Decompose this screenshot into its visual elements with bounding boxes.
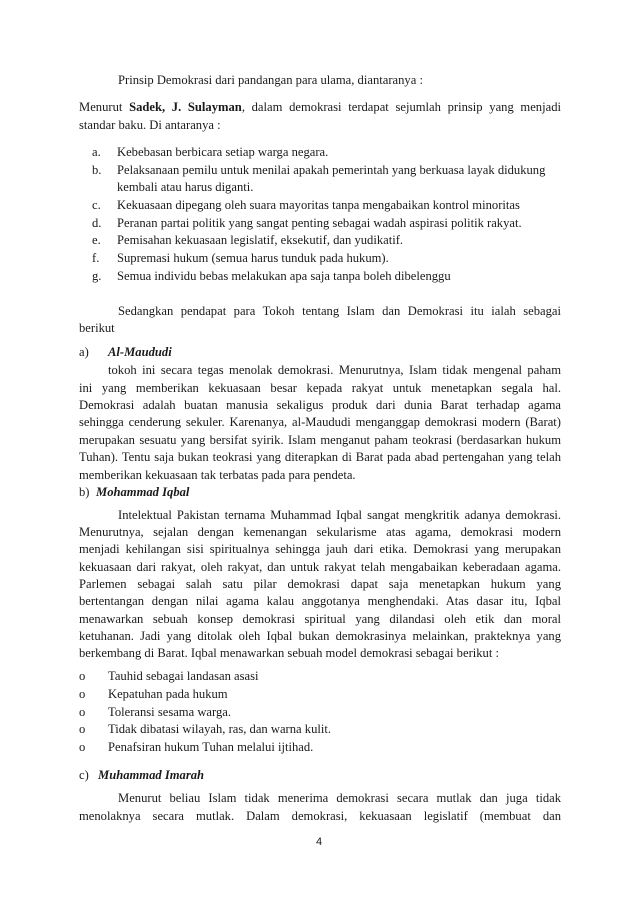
paragraph-line: menawarkan sebuah konsep demokrasi spiritual yang dilandasi oleh etik dan moral bbox=[79, 612, 561, 626]
paragraph-line: sehingga cenderung sekuler. Karenanya, al-Maududi menganggap demokrasi modern (Barat) bbox=[79, 415, 561, 429]
paragraph-line: Parlemen sebagai salah satu pilar demokrasi dapat saja menetapkan hukum yang bbox=[79, 577, 561, 591]
list-item: Tauhid sebagai landasan asasi bbox=[108, 669, 259, 683]
sadek-name: Sadek, J. Sulayman bbox=[129, 100, 242, 114]
list-marker: f. bbox=[92, 251, 100, 265]
list-item: Pemisahan kekuasaan legislatif, eksekutif, dan yudikatif. bbox=[117, 233, 404, 247]
bullet-glyph: o bbox=[79, 705, 86, 719]
sadek-paragraph-line-2: standar baku. Di antaranya : bbox=[79, 118, 221, 132]
intro-line: Prinsip Demokrasi dari pandangan para ulama, diantaranya : bbox=[118, 73, 423, 87]
list-item: Toleransi sesama warga. bbox=[108, 705, 232, 719]
list-item: Supremasi hukum (semua harus tunduk pada hukum). bbox=[117, 251, 389, 265]
section-marker: b) bbox=[79, 485, 90, 499]
paragraph-line: Intelektual Pakistan ternama Muhammad Iqbal sangat mengkritik adanya demokrasi. bbox=[118, 508, 561, 522]
paragraph-line: menolaknya secara mutlak. Dalam demokrasi, kekuasaan legislatif (membuat dan bbox=[79, 809, 561, 823]
list-item: Tidak dibatasi wilayah, ras, dan warna kulit. bbox=[108, 722, 332, 736]
list-item-continuation: kembali atau harus diganti. bbox=[117, 180, 254, 194]
section-heading-iqbal: Mohammad Iqbal bbox=[96, 485, 190, 499]
sadek-pre: Menurut bbox=[79, 100, 130, 114]
paragraph-line: merupakan sesuatu yang bersifat syirik. Islam menganut paham teokrasi (berdasarkan hukum bbox=[79, 433, 561, 447]
list-marker: c. bbox=[92, 198, 101, 212]
section-marker: a) bbox=[79, 345, 89, 359]
paragraph-line: Tuhan). Tentu saja bukan teokrasi yang diterapkan di Barat pada abad pertengahan yang telah bbox=[79, 450, 561, 464]
paragraph-line: bertentangan dengan nilai agama kalau anggotanya menghendaki. Atas dasar itu, Iqbal bbox=[79, 594, 561, 608]
section-heading-imarah: Muhammad Imarah bbox=[98, 768, 205, 782]
list-item: Kepatuhan pada hukum bbox=[108, 687, 228, 701]
paragraph-line: ketuhanan. Jadi yang ditolak oleh Iqbal bukan demokrasinya melainkan, prakteknya yang bbox=[79, 629, 561, 643]
bullet-glyph: o bbox=[79, 687, 86, 701]
section-marker: c) bbox=[79, 768, 89, 782]
paragraph-line: Menurutnya, sejalan dengan kemenangan sekularisme atas agama, demokrasi modern bbox=[79, 525, 561, 539]
paragraph-line: tokoh ini secara tegas menolak demokrasi. Menurutnya, Islam tidak mengenal paham bbox=[108, 363, 561, 377]
list-item: Semua individu bebas melakukan apa saja tanpa boleh dibelenggu bbox=[117, 269, 451, 283]
paragraph-line: Demokrasi adalah buatan manusia sekaligus produk dari dunia Barat terhadap agama bbox=[79, 398, 561, 412]
list-marker: e. bbox=[92, 233, 101, 247]
list-marker: a. bbox=[92, 145, 101, 159]
list-item: Kekuasaan dipegang oleh suara mayoritas tanpa mengabaikan kontrol minoritas bbox=[117, 198, 520, 212]
section-heading-maududi: Al-Maududi bbox=[108, 345, 172, 359]
paragraph-line: Menurut beliau Islam tidak menerima demokrasi secara mutlak dan juga tidak bbox=[118, 791, 561, 805]
paragraph-line: ini yang memberikan kekuasaan besar kepada rakyat untuk menetapkan segala hal. bbox=[79, 381, 561, 395]
bullet-glyph: o bbox=[79, 669, 86, 683]
paragraph-line: kekuasaan dari rakyat, oleh rakyat, dan untuk rakyat telah mengabaikan keberadaan agama. bbox=[79, 560, 561, 574]
paragraph-line: menjadi kehilangan sisi spiritualnya sehingga jauh dari etika. Demokrasi yang merupakan bbox=[79, 542, 561, 556]
tokoh-paragraph-line-1: Sedangkan pendapat para Tokoh tentang Islam dan Demokrasi itu ialah sebagai bbox=[118, 304, 561, 318]
bullet-glyph: o bbox=[79, 722, 86, 736]
list-item: Kebebasan berbicara setiap warga negara. bbox=[117, 145, 329, 159]
tokoh-paragraph-line-2: berikut bbox=[79, 321, 115, 335]
sadek-paragraph-line-1 bbox=[79, 99, 561, 116]
list-item: Peranan partai politik yang sangat penting sebagai wadah aspirasi politik rakyat. bbox=[117, 216, 522, 230]
sadek-post: , dalam demokrasi terdapat sejumlah prinsip yang menjadi bbox=[241, 100, 561, 114]
page-number: 4 bbox=[315, 836, 323, 848]
list-item: Pelaksanaan pemilu untuk menilai apakah pemerintah yang berkuasa layak didukung bbox=[117, 163, 546, 177]
bullet-glyph: o bbox=[79, 740, 86, 754]
paragraph-line: memberikan kekuasaan tak terbatas pada para pendeta. bbox=[79, 468, 356, 482]
list-item: Penafsiran hukum Tuhan melalui ijtihad. bbox=[108, 740, 314, 754]
list-marker: b. bbox=[92, 163, 102, 177]
paragraph-line: berkembang di Barat. Iqbal menawarkan sebuah model demokrasi sebagai berikut : bbox=[79, 646, 499, 660]
list-marker: g. bbox=[92, 269, 102, 283]
list-marker: d. bbox=[92, 216, 102, 230]
